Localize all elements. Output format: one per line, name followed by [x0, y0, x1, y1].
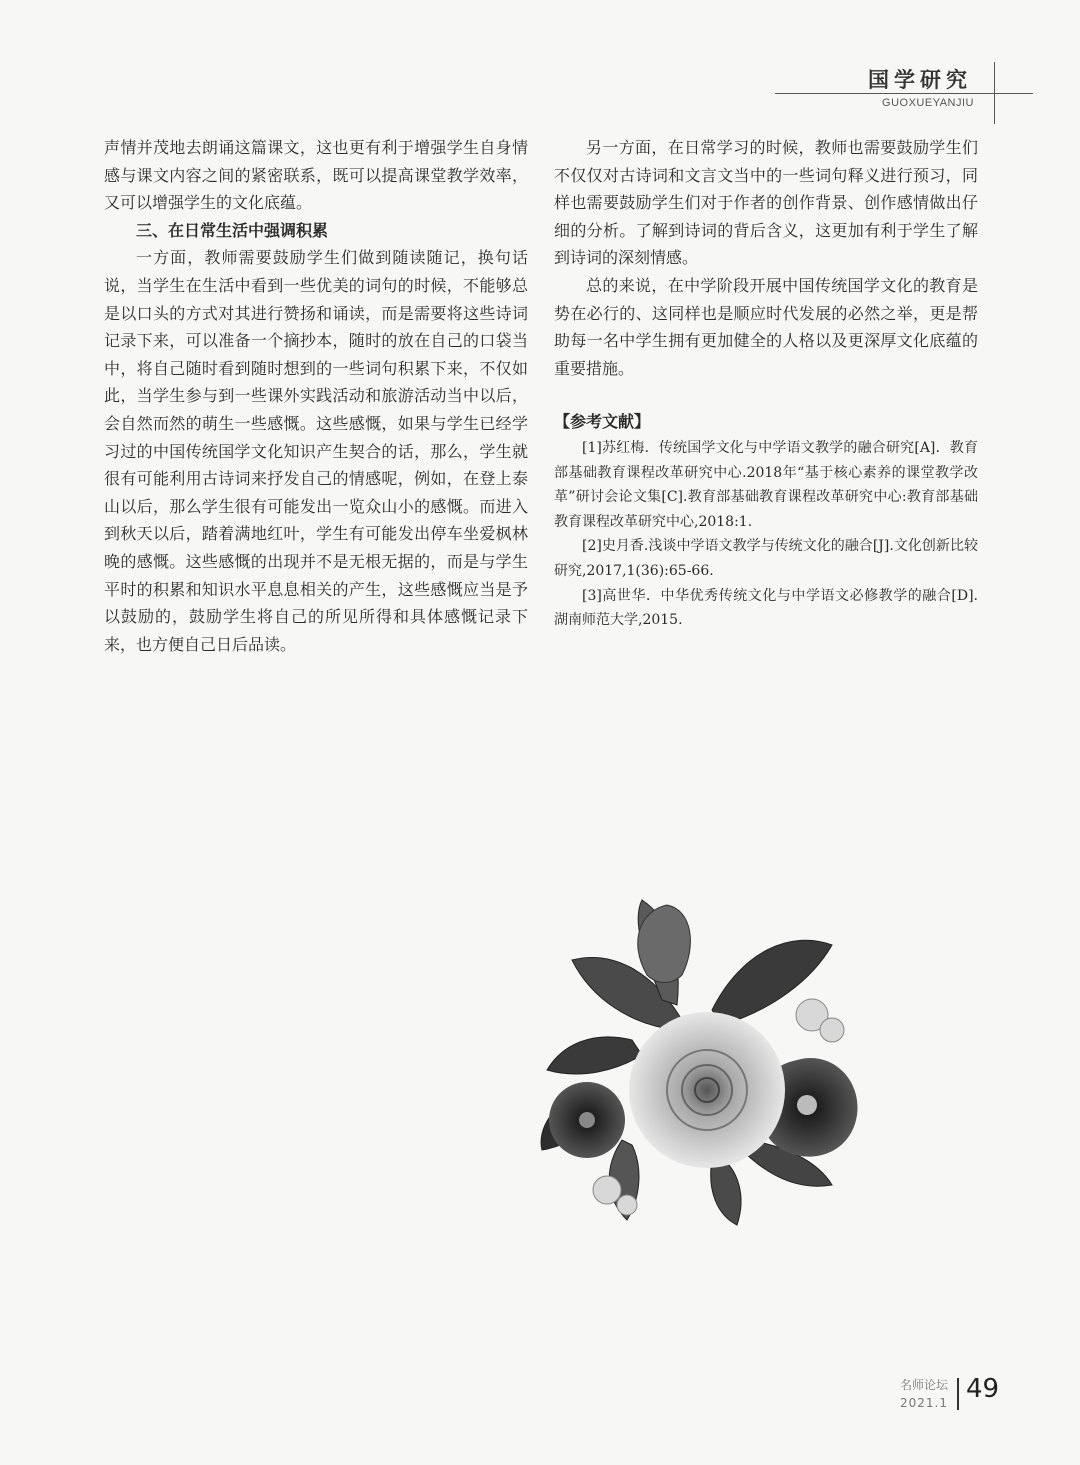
- section-heading: 三、在日常生活中强调积累: [136, 220, 329, 240]
- page-number: 49: [966, 1374, 1000, 1404]
- footer-rule: [957, 1378, 959, 1410]
- reference-item: [3]高世华．中华优秀传统文化与中学语文必修教学的融合[D].湖南师范大学,2015.: [554, 587, 978, 629]
- header-vertical-rule: [994, 62, 995, 124]
- reference-item: [2]史月香.浅谈中学语文教学与传统文化的融合[J].文化创新比较研究,2017,1(36):65-66.: [554, 538, 978, 579]
- references-heading: 【参考文献】: [554, 412, 651, 432]
- paragraph: 另一方面，在日常学习的时候，教师也需要鼓励学生们不仅仅对古诗词和文言文当中的一些词句释义进行预习，同样也需要鼓励学生们对于作者的创作背景、创作感情做出仔细的分析。了解到诗词的背后含义，这更加有利于学生了解到诗词的深刻情感。: [554, 138, 978, 268]
- reference-item: [1]苏红梅．传统国学文化与中学语文教学的融合研究[A]．教育部基础教育课程改革研究中心.2018年“基于核心素养的课堂教学改革”研讨会论文集[C].教育部基础教育课程改革研究中心:教育部基础教育课程改革研究中心,2018:1.: [554, 439, 978, 530]
- journal-name: 名师论坛: [900, 1378, 949, 1392]
- left-column: [104, 134, 528, 658]
- paragraph: 声情并茂地去朗诵这篇课文，这也更有利于增强学生自身情感与课文内容之间的紧密联系，既可以提高课堂教学效率，又可以增强学生的文化底蕴。: [104, 138, 528, 213]
- rose: [629, 1012, 785, 1168]
- right-column: [554, 134, 978, 633]
- section-subtitle: GUOXUEYANJIU: [882, 97, 974, 109]
- flower-illustration: [532, 890, 878, 1230]
- issue-number: 2021.1: [900, 1396, 948, 1410]
- paragraph: 一方面，教师需要鼓励学生们做到随读随记，换句话说，当学生在生活中看到一些优美的词句的时候，不能够总是以口头的方式对其进行赞扬和诵读，而是需要将这些诗词记录下来，可以准备一个摘抄本，随时的放在自己的口袋当中，将自己随时看到随时想到的一些词句积累下来，不仅如此，当学生参与到一些课外实践活动和旅游活动当中以后，会自然而然的萌生一些感慨。这些感慨，如果与学生已经学习过的中国传统国学文化知识产生契合的话，那么，学生就很有可能利用古诗词来抒发自己的情感呢，例如，在登上泰山以后，那么学生很有可能发出一览众山小的感慨。而进入到秋天以后，踏着满地红叶，学生有可能发出停车坐爱枫林晚的感慨。这些感慨的出现并不是无根无据的，而是与学生平时的积累和知识水平息息相关的产生，这些感慨应当是予以鼓励的，鼓励学生将自己的所见所得和具体感慨记录下来，也方便自己日后品读。: [104, 248, 528, 654]
- paragraph: 总的来说，在中学阶段开展中国传统国学文化的教育是势在必行的、这同样也是顺应时代发展的必然之举，更是帮助每一名中学生拥有更加健全的人格以及更深厚文化底蕴的重要措施。: [554, 275, 978, 378]
- dark-flower-left: [549, 1082, 625, 1158]
- section-title: 国学研究: [868, 68, 972, 92]
